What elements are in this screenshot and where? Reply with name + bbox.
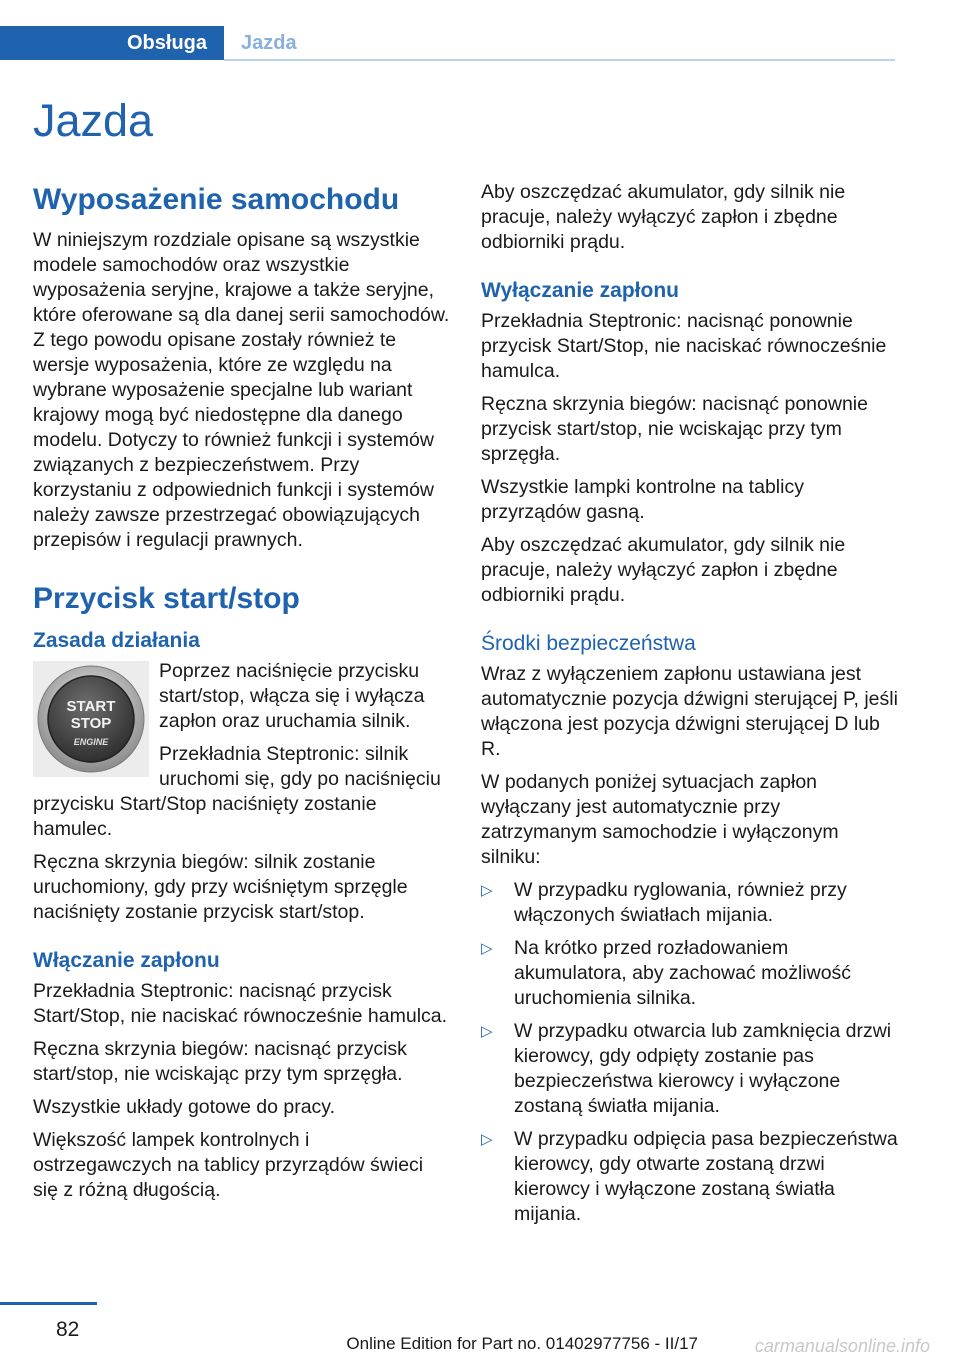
paragraph: Aby oszczędzać akumulator, gdy silnik nie pracuje, należy wyłączyć zapłon i zbędne odbiorniki prądu. bbox=[481, 181, 846, 253]
triangle-bullet-icon: ▷ bbox=[481, 1131, 493, 1148]
header-divider bbox=[224, 59, 895, 61]
start-stop-button-icon bbox=[33, 661, 149, 777]
footer-divider bbox=[0, 1302, 97, 1305]
list-item bbox=[481, 878, 898, 928]
paragraph: Przekładnia Steptronic: nacisnąć ponownie przycisk Start/Stop, nie naciskać równocześnie hamulca. bbox=[481, 310, 887, 382]
list-item bbox=[481, 936, 898, 1011]
button-label-stop: STOP bbox=[70, 715, 112, 732]
button-label-start: START bbox=[66, 698, 116, 715]
list-item-text: W przypadku odpięcia pasa bezpieczeństwa kierowcy, gdy otwarte zostaną drzwi kierowcy i wyłączone zostaną światła mijania. bbox=[514, 1128, 898, 1225]
list-item-text: W przypadku ryglowania, również przy włączonych światłach mijania. bbox=[514, 879, 847, 926]
paragraph: Ręczna skrzynia biegów: nacisnąć ponownie przycisk start/stop, nie wciskając przy tym sprzęgła. bbox=[481, 393, 868, 465]
button-label-engine: ENGINE bbox=[73, 737, 109, 747]
page-number: 82 bbox=[56, 1318, 80, 1341]
paragraph: Przekładnia Steptronic: silnik uruchomi się, gdy po naciśnięciu przycisku Start/Stop naciśnięty zostanie hamulec. bbox=[33, 743, 441, 840]
triangle-bullet-icon: ▷ bbox=[481, 1023, 493, 1040]
start-stop-button-image bbox=[33, 661, 149, 777]
list-item-text: W przypadku otwarcia lub zamknięcia drzwi kierowcy, gdy odpięty zostanie pas bezpieczeństwa kierowcy i wyłączone zostaną światła mijania. bbox=[514, 1020, 892, 1117]
list-item bbox=[481, 1019, 898, 1119]
tab-obsluga-label: Obsługa bbox=[126, 31, 207, 54]
left-column bbox=[33, 180, 450, 1211]
bullet-list bbox=[481, 878, 898, 1227]
tab-jazda-label: Jazda bbox=[241, 31, 297, 54]
paragraph: Ręczna skrzynia biegów: nacisnąć przycisk start/stop, nie wciskając przy tym sprzęgła. bbox=[33, 1038, 407, 1085]
right-column bbox=[481, 180, 898, 1235]
subsection-title-wlaczanie: Włączanie zapłonu bbox=[33, 949, 220, 972]
paragraph: Aby oszczędzać akumulator, gdy silnik nie pracuje, należy wyłączyć zapłon i zbędne odbiorniki prądu. bbox=[481, 534, 846, 606]
subsection-title-srodki: Środki bezpieczeństwa bbox=[481, 632, 696, 655]
paragraph: W niniejszym rozdziale opisane są wszystkie modele samochodów oraz wszystkie wyposażenia seryjne, krajowe a także seryjne, które oferowane są dla danej serii samochodów. Z tego powodu opisane zostały również te wersje wyposażenia, które ze względu na wybrane wyposażenie specjalne lub wariant krajowy mogą być niedostępne dla danego modelu. Dotyczy to również funkcji i systemów związanych z bezpieczeństwem. Przy korzystaniu z odpowiednich funkcji i systemów należy zawsze przestrzegać obowiązujących przepisów i regulacji prawnych. bbox=[33, 229, 450, 551]
page-title: Jazda bbox=[33, 95, 154, 146]
subsection-title-zasada: Zasada działania bbox=[33, 629, 200, 652]
top-navigation-bar bbox=[0, 0, 960, 62]
triangle-bullet-icon: ▷ bbox=[481, 940, 493, 957]
paragraph: Wszystkie układy gotowe do pracy. bbox=[33, 1096, 336, 1118]
tab-jazda[interactable] bbox=[224, 26, 297, 60]
edition-note: Online Edition for Part no. 01402977756 - II/17 bbox=[346, 1334, 698, 1353]
subsection-title-wylaczanie: Wyłączanie zapłonu bbox=[481, 279, 679, 302]
triangle-bullet-icon: ▷ bbox=[481, 882, 493, 899]
paragraph: Przekładnia Steptronic: nacisnąć przycisk Start/Stop, nie naciskać równocześnie hamulca. bbox=[33, 980, 448, 1027]
paragraph: W podanych poniżej sytuacjach zapłon wyłączany jest automatycznie przy zatrzymanym samochodzie i wyłączonym silniku: bbox=[481, 771, 839, 868]
list-item-text: Na krótko przed rozładowaniem akumulatora, aby zachować możliwość uruchomienia silnika. bbox=[514, 937, 852, 1009]
paragraph: Wraz z wyłączeniem zapłonu ustawiana jest automatycznie pozycja dźwigni sterującej P, jeśli włączona jest pozycja dźwigni sterującej D lub R. bbox=[481, 663, 898, 760]
paragraph: Ręczna skrzynia biegów: silnik zostanie uruchomiony, gdy przy wciśniętym sprzęgle naciśnięty zostanie przycisk start/stop. bbox=[33, 851, 408, 923]
tab-obsluga[interactable] bbox=[0, 26, 224, 60]
paragraph: Poprzez naciśnięcie przycisku start/stop, włącza się i wyłącza zapłon oraz uruchamia silnik. bbox=[159, 660, 425, 732]
list-item bbox=[481, 1127, 898, 1227]
section-title-przycisk: Przycisk start/stop bbox=[33, 582, 300, 615]
paragraph: Wszystkie lampki kontrolne na tablicy przyrządów gasną. bbox=[481, 476, 804, 523]
paragraph: Większość lampek kontrolnych i ostrzegawczych na tablicy przyrządów świeci się z różną długością. bbox=[33, 1129, 424, 1201]
section-title-wyposazenie: Wyposażenie samochodu bbox=[33, 183, 400, 216]
watermark: carmanualsonline.info bbox=[754, 1336, 930, 1356]
